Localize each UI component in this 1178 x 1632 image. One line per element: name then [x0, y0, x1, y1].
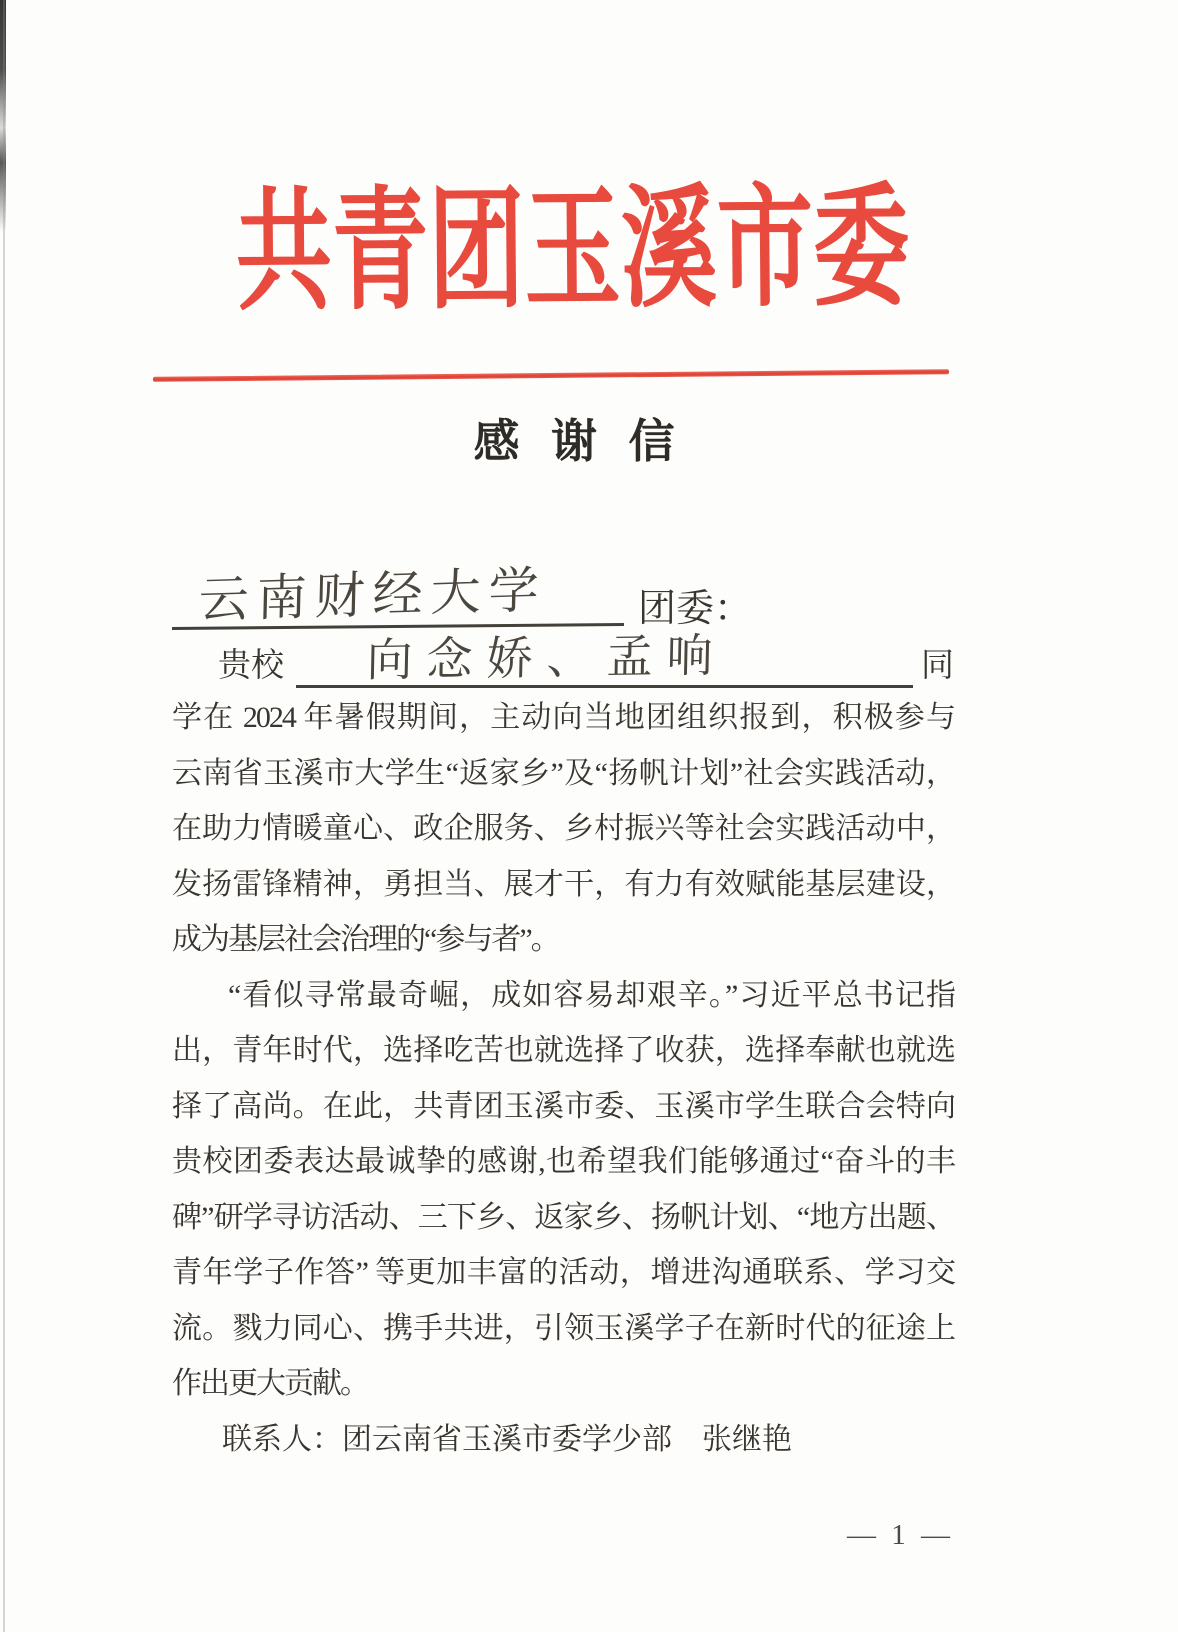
names-fill-in-underline	[296, 629, 913, 688]
page-number: — 1 —	[847, 1519, 954, 1551]
letterhead-title: 共青团玉溪市委	[235, 175, 910, 328]
letter-body	[172, 562, 954, 1552]
body-line: 学在 2024 年暑假期间，主动向当地团组织报到，积极参与	[172, 701, 954, 734]
body-line: 成为基层社会治理的“参与者”。	[172, 923, 559, 956]
body-line: 云南省玉溪市大学生“返家乡”及“扬帆计划”社会实践活动，	[172, 756, 954, 790]
recipient-line	[172, 630, 954, 688]
body-line: 青年学子作答” 等更加丰富的活动，增进沟通联系、学习交	[172, 1256, 954, 1289]
body-line: 发扬雷锋精神，勇担当、展才干，有力有效赋能基层建设，	[172, 867, 954, 901]
body-line: “看似寻常最奇崛，成如容易却艰辛。”习近平总书记指	[228, 978, 954, 1012]
salutation-line	[172, 562, 954, 628]
salutation-suffix: 团委：	[638, 588, 753, 630]
handwritten-school-name: 云南财经大学	[198, 561, 548, 629]
document-title: 感 谢 信	[473, 416, 685, 467]
handwritten-student-names: 向念娇、孟响	[366, 629, 728, 687]
body-paragraphs	[172, 690, 954, 1467]
body-line: 择了高尚。在此，共青团玉溪市委、玉溪市学生联合会特向	[172, 1089, 954, 1123]
letterhead	[0, 171, 1178, 369]
letterhead-divider-rule	[153, 369, 949, 382]
body-line: 碑”研学寻访活动、三下乡、返家乡、扬帆计划、“地方出题、	[172, 1200, 954, 1234]
body-line: 贵校团委表达最诚挚的感谢,也希望我们能够通过“奋斗的丰	[172, 1145, 954, 1178]
body-line: 出，青年时代，选择吃苦也就选择了收获，选择奉献也就选	[172, 1034, 954, 1067]
body-line: 在助力情暖童心、政企服务、乡村振兴等社会实践活动中，	[172, 812, 954, 845]
body-line: 作出更大贡献。	[172, 1367, 368, 1400]
recipient-suffix: 同	[921, 648, 954, 684]
body-line: 流。戮力同心、携手共进，引领玉溪学子在新时代的征途上	[172, 1311, 954, 1345]
recipient-prefix: 贵校	[218, 648, 284, 684]
contact-person-line: 联系人：团云南省玉溪市委学少部 张继艳	[222, 1422, 792, 1456]
